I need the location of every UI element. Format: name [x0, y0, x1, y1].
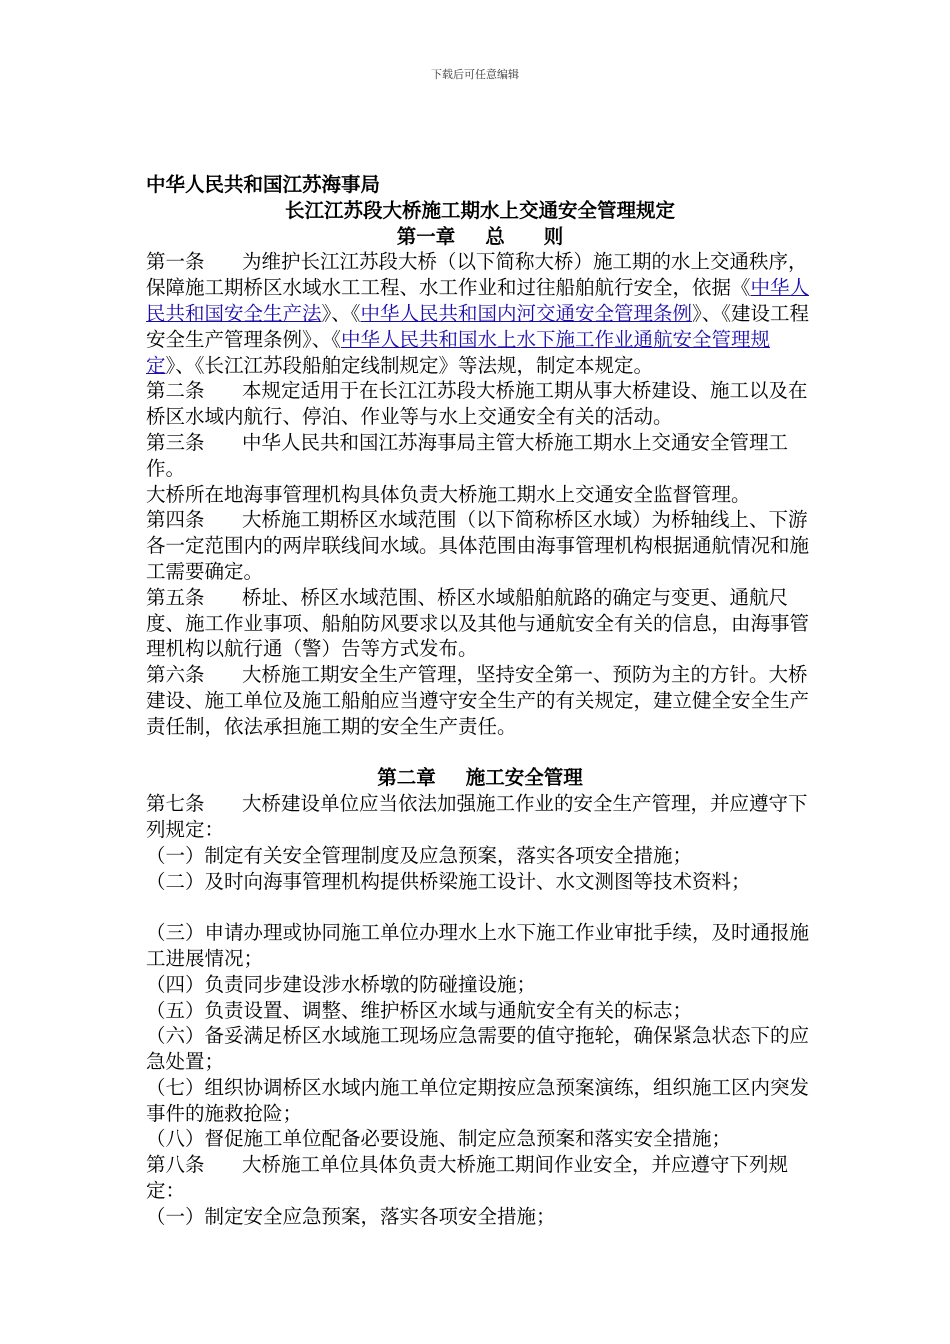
- article-5: [146, 585, 814, 662]
- article-number: 第七条: [146, 792, 205, 816]
- article-text: 桥址、桥区水域范围、桥区水域船舶航路的确定与变更、通航尺度、施工作业事项、船舶防风要求以及其他与通航安全有关的信息，由海事管理机构以航行通（警）告等方式发布。: [146, 585, 810, 661]
- list-item: （一）制定有关安全管理制度及应急预案，落实各项安全措施；: [146, 843, 693, 867]
- article-text: 本规定适用于在长江江苏段大桥施工期从事大桥建设、施工以及在桥区水域内航行、停泊、作业等与水上交通安全有关的活动。: [146, 379, 808, 429]
- article-6: [146, 662, 814, 739]
- article-3-paragraph-2: 大桥所在地海事管理机构具体负责大桥施工期水上交通安全监督管理。: [146, 482, 751, 506]
- article-text: 》、《长江江苏段船舶定线制规定》等法规，制定本规定。: [165, 353, 654, 377]
- article-text: 大桥建设单位应当依法加强施工作业的安全生产管理，并应遵守下列规定：: [146, 792, 808, 841]
- chapter-1-heading: [146, 224, 814, 250]
- article-number: 第五条: [146, 585, 205, 609]
- article-number: 第二条: [146, 379, 205, 403]
- article-text: 》、《建设工程安全生产管理条例》、《: [146, 301, 810, 351]
- document-body: [146, 172, 814, 1230]
- article-text: 中华人民共和国江苏海事局主管大桥施工期水上交通安全管理工作。: [146, 430, 789, 480]
- document-title: 长江江苏段大桥施工期水上交通安全管理规定: [284, 198, 675, 222]
- list-item: （三）申请办理或协同施工单位办理水上水下施工作业审批手续，及时通报施工进展情况；: [146, 921, 810, 970]
- list-item: （七）组织协调桥区水域内施工单位定期按应急预案演练，组织施工区内突发事件的施救抢险；: [146, 1075, 810, 1125]
- list-item: （六）备妥满足桥区水域施工现场应急需要的值守拖轮，确保紧急状态下的应急处置；: [146, 1024, 810, 1074]
- issuing-authority: 中华人民共和国江苏海事局: [146, 173, 381, 196]
- article-number: 第一条: [146, 250, 205, 274]
- chapter-number: 第一章: [396, 224, 456, 248]
- article-number: 第八条: [146, 1153, 205, 1177]
- article-2: [146, 378, 814, 430]
- chapter-2-heading: [146, 765, 814, 791]
- article-text: 为维护长江江苏段大桥（以下简称大桥）施工期的水上交通秩序，保障施工期桥区水域水工工程、水工作业和过往船舶航行安全，依据《: [146, 250, 808, 300]
- law-link-inland-waterway[interactable]: 中华人民共和国内河交通安全管理条例: [360, 301, 693, 325]
- article-text: 大桥施工期安全生产管理，坚持安全第一、预防为主的方针。大桥建设、施工单位及施工船舶应当遵守安全生产的有关规定，建立健全安全生产责任制，依法承担施工期的安全生产责任。: [146, 663, 810, 738]
- list-item: （五）负责设置、调整、维护桥区水域与通航安全有关的标志；: [146, 998, 693, 1022]
- article-1: [146, 249, 814, 378]
- list-item: （二）及时向海事管理机构提供桥梁施工设计、水文测图等技术资料；: [146, 869, 751, 893]
- article-8: [146, 1152, 814, 1204]
- header-note: 下载后可任意编辑: [431, 68, 519, 81]
- article-3: [146, 430, 814, 482]
- chapter-name: 施工安全管理: [465, 766, 583, 790]
- chapter-name: 总 则: [485, 224, 564, 248]
- list-item: （八）督促施工单位配备必要设施、制定应急预案和落实安全措施；: [146, 1127, 732, 1151]
- article-7: [146, 791, 814, 843]
- law-link-underwater-works[interactable]: 中华人民共和国水上水下施工作业通航安全管理规定: [146, 327, 771, 377]
- article-number: 第六条: [146, 663, 205, 687]
- article-text: 》、《: [321, 301, 361, 325]
- article-4: [146, 507, 814, 584]
- list-item: （一）制定安全应急预案，落实各项安全措施；: [146, 1204, 556, 1228]
- law-link-safety-production[interactable]: 中华人民共和国安全生产法: [146, 276, 810, 325]
- article-number: 第三条: [146, 430, 205, 454]
- article-number: 第四条: [146, 508, 205, 532]
- list-item: （四）负责同步建设涉水桥墩的防碰撞设施；: [146, 972, 537, 996]
- article-text: 大桥施工期桥区水域范围（以下简称桥区水域）为桥轴线上、下游各一定范围内的两岸联线间水域。具体范围由海事管理机构根据通航情况和施工需要确定。: [146, 508, 810, 583]
- article-text: 大桥施工单位具体负责大桥施工期间作业安全，并应遵守下列规定：: [146, 1153, 789, 1203]
- chapter-number: 第二章: [377, 766, 436, 790]
